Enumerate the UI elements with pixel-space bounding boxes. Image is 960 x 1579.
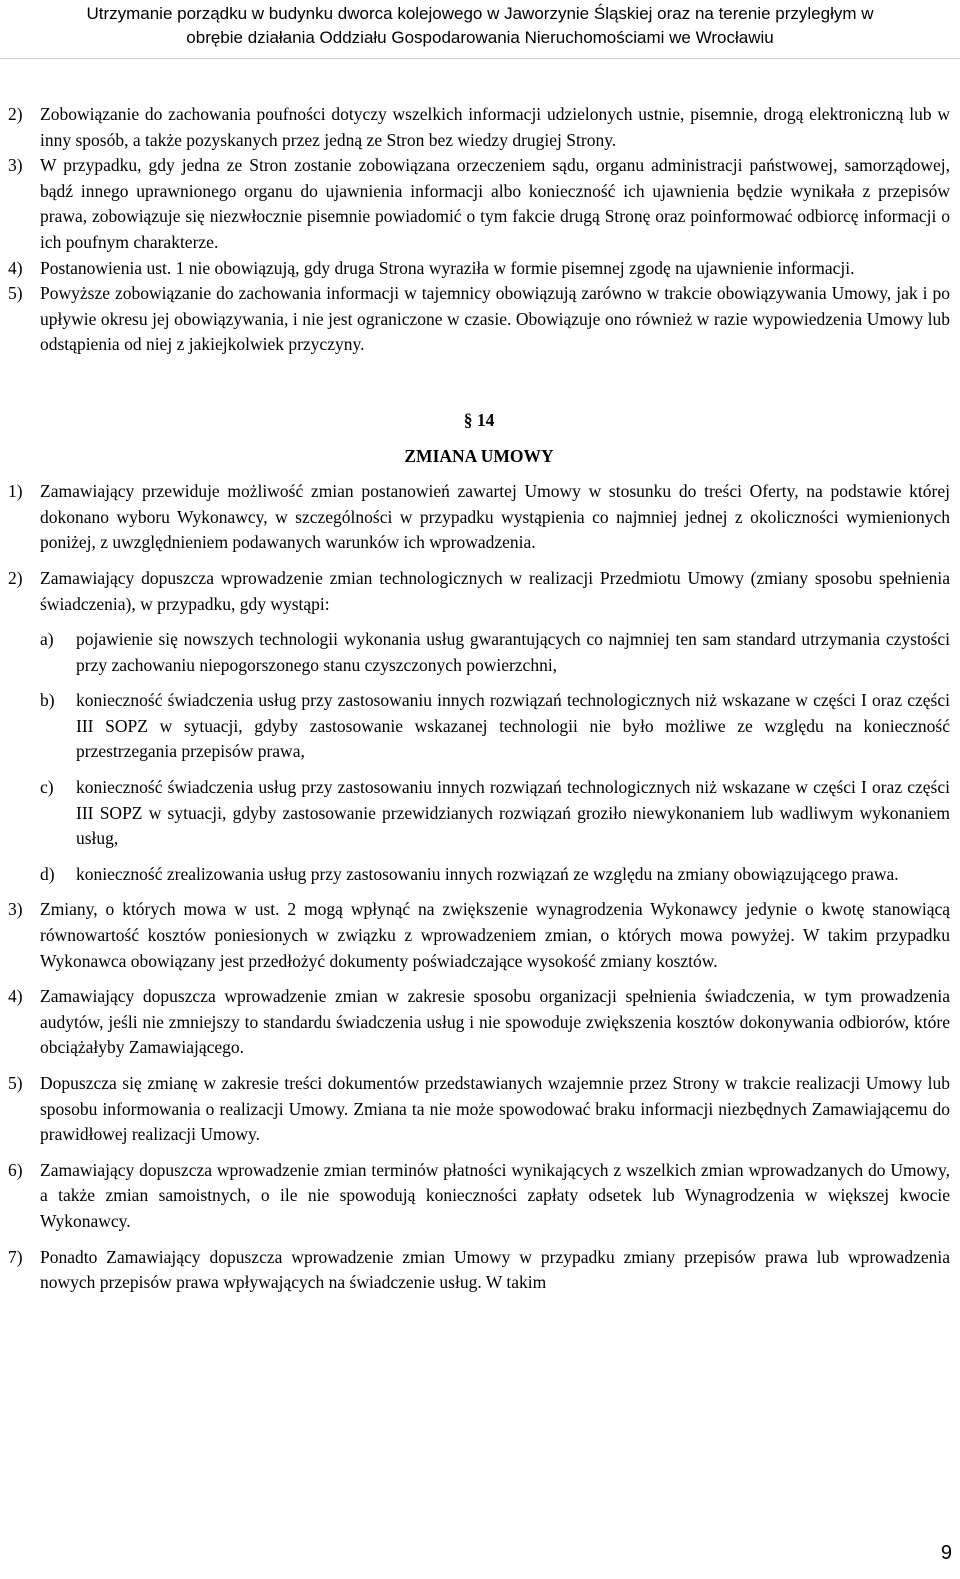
sub-item-text: konieczność zrealizowania usług przy zastosowaniu innych rozwiązań ze względu na zmiany obowiązującego prawa.: [76, 863, 899, 884]
prev-item-5: 5) Powyższe zobowiązanie do zachowania informacji w tajemnicy obowiązują zarówno w trakcie obowiązywania Umowy, jak i po upływie okresu jej obowiązywania, i nie jest ograniczone w czasie. Obowiązuje ono również w razie wypowiedzenia Umowy lub odstąpienia od niej z jakiejkolwiek przyczyny.: [8, 283, 950, 355]
sub-item-c: c) konieczność świadczenia usług przy zastosowaniu innych rozwiązań technologicznych niż wskazane w części I oraz części III SOPZ w sytuacji, gdyby zastosowanie przewidzianych rozwiązań groziło niewykonaniem lub wadliwym wykonaniem usług,: [40, 777, 950, 849]
header-line-1: Utrzymanie porządku w budynku dworca kolejowego w Jaworzynie Śląskiej oraz na terenie przyległym w: [86, 4, 874, 23]
prev-item-text: Postanowienia ust. 1 nie obowiązują, gdy druga Strona wyraziła w formie pisemnej zgodę na ujawnienie informacji.: [40, 257, 855, 278]
sub-item-d: d) konieczność zrealizowania usług przy zastosowaniu innych rozwiązań ze względu na zmiany obowiązującego prawa.: [40, 863, 899, 884]
prev-item-text: Powyższe zobowiązanie do zachowania informacji w tajemnicy obowiązują zarówno w trakcie obowiązywania Umowy, jak i po upływie okresu jej obowiązywania, i nie jest ograniczone w czasie. Obowiązuje ono również w razie wypowiedzenia Umowy lub odstąpienia od niej z jakiejkolwiek przyczyny.: [40, 283, 950, 355]
header-line-2: obrębie działania Oddziału Gospodarowania Nieruchomościami we Wrocławiu: [186, 28, 774, 47]
list-item-3: 3) Zmiany, o których mowa w ust. 2 mogą wpłynąć na zwiększenie wynagrodzenia Wykonawcy jedynie o kwotę stanowiącą równowartość kosztów poniesionych w związku z wprowadzeniem zmian, o których mowa powyżej. W takim przypadku Wykonawca obowiązany jest przedłożyć dokumenty poświadczające wysokość zmiany kosztów.: [8, 899, 950, 971]
list-item-text: Dopuszcza się zmianę w zakresie treści dokumentów przedstawianych wzajemnie przez Strony w trakcie realizacji Umowy lub sposobu informowania o realizacji Umowy. Zmiana ta nie może spowodować braku informacji niezbędnych Zamawiającemu do prawidłowej realizacji Umowy.: [40, 1073, 950, 1145]
prev-item-3: 3) W przypadku, gdy jedna ze Stron zostanie zobowiązana orzeczeniem sądu, organu administracji państwowej, samorządowej, bądź innego uprawnionego organu do ujawnienia informacji albo konieczność ich ujawnienia będzie wynikała z przepisów prawa, zobowiązuje się niezwłocznie pisemnie powiadomić o tym fakcie drugą Stronę oraz poinformować odbiorcę informacji o ich poufnym charakterze.: [8, 155, 950, 252]
list-item-1: 1) Zamawiający przewiduje możliwość zmian postanowień zawartej Umowy w stosunku do treści Oferty, na podstawie której dokonano wyboru Wykonawcy, w szczególności w przypadku wystąpienia co najmniej jednej z okoliczności wymienionych poniżej, z uwzględnieniem podawanych warunków ich wprowadzenia.: [8, 481, 950, 553]
list-item-6: 6) Zamawiający dopuszcza wprowadzenie zmian terminów płatności wynikających z wszelkich zmian wprowadzanych do Umowy, a także zmian samoistnych, o ile nie spowodują konieczności zapłaty odsetek lub Wynagrodzenia w większej kwocie Wykonawcy.: [8, 1159, 950, 1231]
page-number: 9: [940, 1542, 952, 1564]
document-header: [0, 2, 960, 50]
list-item-text: Zamawiający dopuszcza wprowadzenie zmian technologicznych w realizacji Przedmiotu Umowy (zmiany sposobu spełnienia świadczenia), w przypadku, gdy wystąpi:: [40, 567, 950, 614]
list-item-text: Zamawiający dopuszcza wprowadzenie zmian w zakresie sposobu organizacji spełnienia świadczenia, w tym prowadzenia audytów, jeśli nie zmniejszy to standardu świadczenia usług i nie spowoduje zwiększenia kosztów dokonywania odbiorów, które obciążałyby Zamawiającego.: [40, 986, 950, 1058]
section-number: § 14: [463, 409, 495, 430]
sub-item-b: b) konieczność świadczenia usług przy zastosowaniu innych rozwiązań technologicznych niż wskazane w części I oraz części III SOPZ w sytuacji, gdyby zastosowanie wskazanej technologii nie było możliwe ze względu na konieczność przestrzegania przepisów prawa,: [40, 690, 950, 762]
prev-item-2: 2) Zobowiązanie do zachowania poufności dotyczy wszelkich informacji udzielonych ustnie, pisemnie, drogą elektroniczną lub w inny sposób, a także pozyskanych przez jedną ze Stron bez wiedzy drugiej Strony.: [8, 104, 950, 150]
list-item-text: Zamawiający przewiduje możliwość zmian postanowień zawartej Umowy w stosunku do treści Oferty, na podstawie której dokonano wyboru Wykonawcy, w szczególności w przypadku wystąpienia co najmniej jednej z okoliczności wymienionych poniżej, z uwzględnieniem podawanych warunków ich wprowadzenia.: [40, 481, 950, 553]
list-item-text: Zmiany, o których mowa w ust. 2 mogą wpłynąć na zwiększenie wynagrodzenia Wykonawcy jedynie o kwotę stanowiącą równowartość kosztów poniesionych w związku z wprowadzeniem zmian, o których mowa powyżej. W takim przypadku Wykonawca obowiązany jest przedłożyć dokumenty poświadczające wysokość zmiany kosztów.: [40, 899, 950, 971]
sub-item-text: konieczność świadczenia usług przy zastosowaniu innych rozwiązań technologicznych niż wskazane w części I oraz części III SOPZ w sytuacji, gdyby zastosowanie wskazanej technologii nie było możliwe ze względu na konieczność przestrzegania przepisów prawa,: [76, 690, 950, 762]
section-title: ZMIANA UMOWY: [404, 445, 554, 466]
list-item-text: Zamawiający dopuszcza wprowadzenie zmian terminów płatności wynikających z wszelkich zmian wprowadzanych do Umowy, a także zmian samoistnych, o ile nie spowodują konieczności zapłaty odsetek lub Wynagrodzenia w większej kwocie Wykonawcy.: [40, 1159, 950, 1231]
sub-item-text: konieczność świadczenia usług przy zastosowaniu innych rozwiązań technologicznych niż wskazane w części I oraz części III SOPZ w sytuacji, gdyby zastosowanie przewidzianych rozwiązań groziło niewykonaniem lub wadliwym wykonaniem usług,: [76, 777, 950, 849]
sub-item-text: pojawienie się nowszych technologii wykonania usług gwarantujących co najmniej ten sam standard utrzymania czystości przy zachowaniu niepogorszonego stanu czyszczonych powierzchni,: [76, 629, 950, 675]
prev-item-text: W przypadku, gdy jedna ze Stron zostanie zobowiązana orzeczeniem sądu, organu administracji państwowej, samorządowej, bądź innego uprawnionego organu do ujawnienia informacji albo konieczność ich ujawnienia będzie wynikała z przepisów prawa, zobowiązuje się niezwłocznie pisemnie powiadomić o tym fakcie drugą Stronę oraz poinformować odbiorcę informacji o ich poufnym charakterze.: [40, 155, 950, 252]
list-item-4: 4) Zamawiający dopuszcza wprowadzenie zmian w zakresie sposobu organizacji spełnienia świadczenia, w tym prowadzenia audytów, jeśli nie zmniejszy to standardu świadczenia usług i nie spowoduje zwiększenia kosztów dokonywania odbiorów, które obciążałyby Zamawiającego.: [8, 986, 950, 1058]
prev-item-text: Zobowiązanie do zachowania poufności dotyczy wszelkich informacji udzielonych ustnie, pisemnie, drogą elektroniczną lub w inny sposób, a także pozyskanych przez jedną ze Stron bez wiedzy drugiej Strony.: [40, 104, 950, 150]
list-item-2: 2) Zamawiający dopuszcza wprowadzenie zmian technologicznych w realizacji Przedmiotu Umowy (zmiany sposobu spełnienia świadczenia), w przypadku, gdy wystąpi:: [8, 567, 950, 614]
header-divider: [0, 58, 960, 59]
prev-item-4: 4) Postanowienia ust. 1 nie obowiązują, gdy druga Strona wyraziła w formie pisemnej zgodę na ujawnienie informacji.: [8, 257, 855, 278]
list-item-5: 5) Dopuszcza się zmianę w zakresie treści dokumentów przedstawianych wzajemnie przez Strony w trakcie realizacji Umowy lub sposobu informowania o realizacji Umowy. Zmiana ta nie może spowodować braku informacji niezbędnych Zamawiającemu do prawidłowej realizacji Umowy.: [8, 1073, 950, 1145]
sub-item-a: a) pojawienie się nowszych technologii wykonania usług gwarantujących co najmniej ten sam standard utrzymania czystości przy zachowaniu niepogorszonego stanu czyszczonych powierzchni,: [40, 629, 950, 675]
list-item-7: 7) Ponadto Zamawiający dopuszcza wprowadzenie zmian Umowy w przypadku zmiany przepisów prawa lub wprowadzenia nowych przepisów prawa wpływających na świadczenie usług. W takim: [8, 1246, 950, 1293]
list-item-text: Ponadto Zamawiający dopuszcza wprowadzenie zmian Umowy w przypadku zmiany przepisów prawa lub wprowadzenia nowych przepisów prawa wpływających na świadczenie usług. W takim: [40, 1246, 950, 1293]
document-body: [8, 102, 950, 1296]
